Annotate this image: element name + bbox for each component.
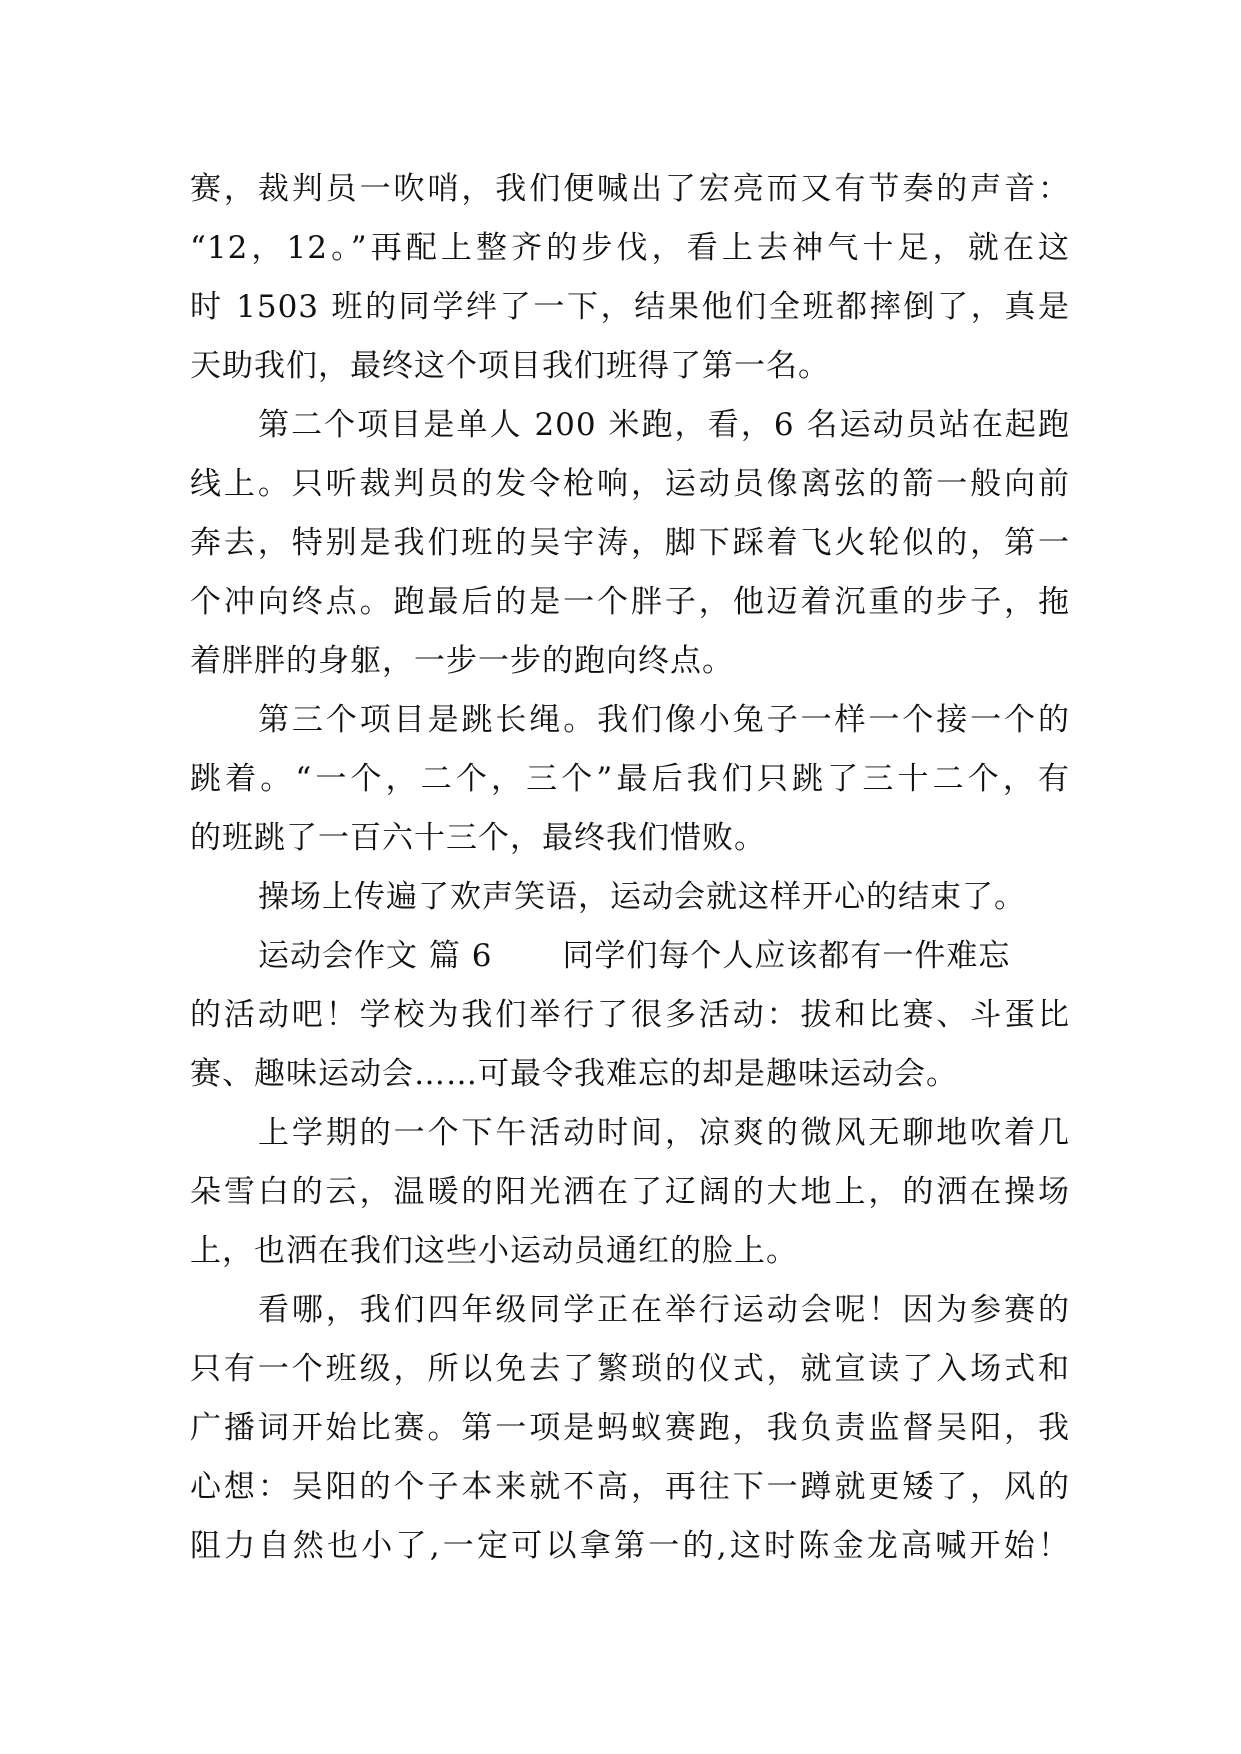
text-line: 第二个项目是单人 200 米跑，看，6 名运动员站在起跑 xyxy=(258,407,1070,443)
text-line: 的活动吧！学校为我们举行了很多活动：拔和比赛、斗蛋比 xyxy=(190,997,1070,1033)
text-line: 时 1503 班的同学绊了一下，结果他们全班都摔倒了，真是 xyxy=(190,289,1070,325)
text-line: 个冲向终点。跑最后的是一个胖子，他迈着沉重的步子，拖 xyxy=(190,584,1070,620)
text-line: 同学们每个人应该都有一件难忘 xyxy=(562,938,1011,974)
text-line: 奔去，特别是我们班的吴宇涛，脚下踩着飞火轮似的，第一 xyxy=(190,525,1070,561)
text-line: 第三个项目是跳长绳。我们像小兔子一样一个接一个的 xyxy=(258,702,1070,738)
text-line: “12，12。”再配上整齐的步伐，看上去神气十足，就在这 xyxy=(190,230,1070,266)
text-line: 赛、趣味运动会……可最令我难忘的却是趣味运动会。 xyxy=(190,1056,958,1092)
text-line: 只有一个班级，所以免去了繁琐的仪式，就宣读了入场式和 xyxy=(190,1351,1070,1387)
text-line: 上，也洒在我们这些小运动员通红的脸上。 xyxy=(190,1233,798,1269)
text-line: 上学期的一个下午活动时间，凉爽的微风无聊地吹着几 xyxy=(258,1115,1070,1151)
text-line: 操场上传遍了欢声笑语，运动会就这样开心的结束了。 xyxy=(258,879,1026,915)
body-text xyxy=(190,160,1070,1576)
section-heading: 运动会作文 篇 6 xyxy=(258,938,493,974)
text-line: 的班跳了一百六十三个，最终我们惜败。 xyxy=(190,820,766,856)
text-line: 朵雪白的云，温暖的阳光洒在了辽阔的大地上，的洒在操场 xyxy=(190,1174,1070,1210)
text-line: 着胖胖的身躯，一步一步的跑向终点。 xyxy=(190,643,734,679)
text-line: 心想：吴阳的个子本来就不高，再往下一蹲就更矮了，风的 xyxy=(190,1469,1070,1505)
text-line: 看哪，我们四年级同学正在举行运动会呢！因为参赛的 xyxy=(258,1292,1070,1328)
text-line: 天助我们，最终这个项目我们班得了第一名。 xyxy=(190,348,830,384)
text-line: 跳着。“一个，二个，三个”最后我们只跳了三十二个，有 xyxy=(190,761,1070,797)
text-line: 线上。只听裁判员的发令枪响，运动员像离弦的箭一般向前 xyxy=(190,466,1070,502)
text-line: 阻力自然也小了,一定可以拿第一的,这时陈金龙高喊开始！ xyxy=(190,1528,1070,1564)
text-line: 广播词开始比赛。第一项是蚂蚁赛跑，我负责监督吴阳，我 xyxy=(190,1410,1070,1446)
text-line: 赛，裁判员一吹哨，我们便喊出了宏亮而又有节奏的声音： xyxy=(190,171,1070,207)
section-heading-line xyxy=(190,927,1070,986)
